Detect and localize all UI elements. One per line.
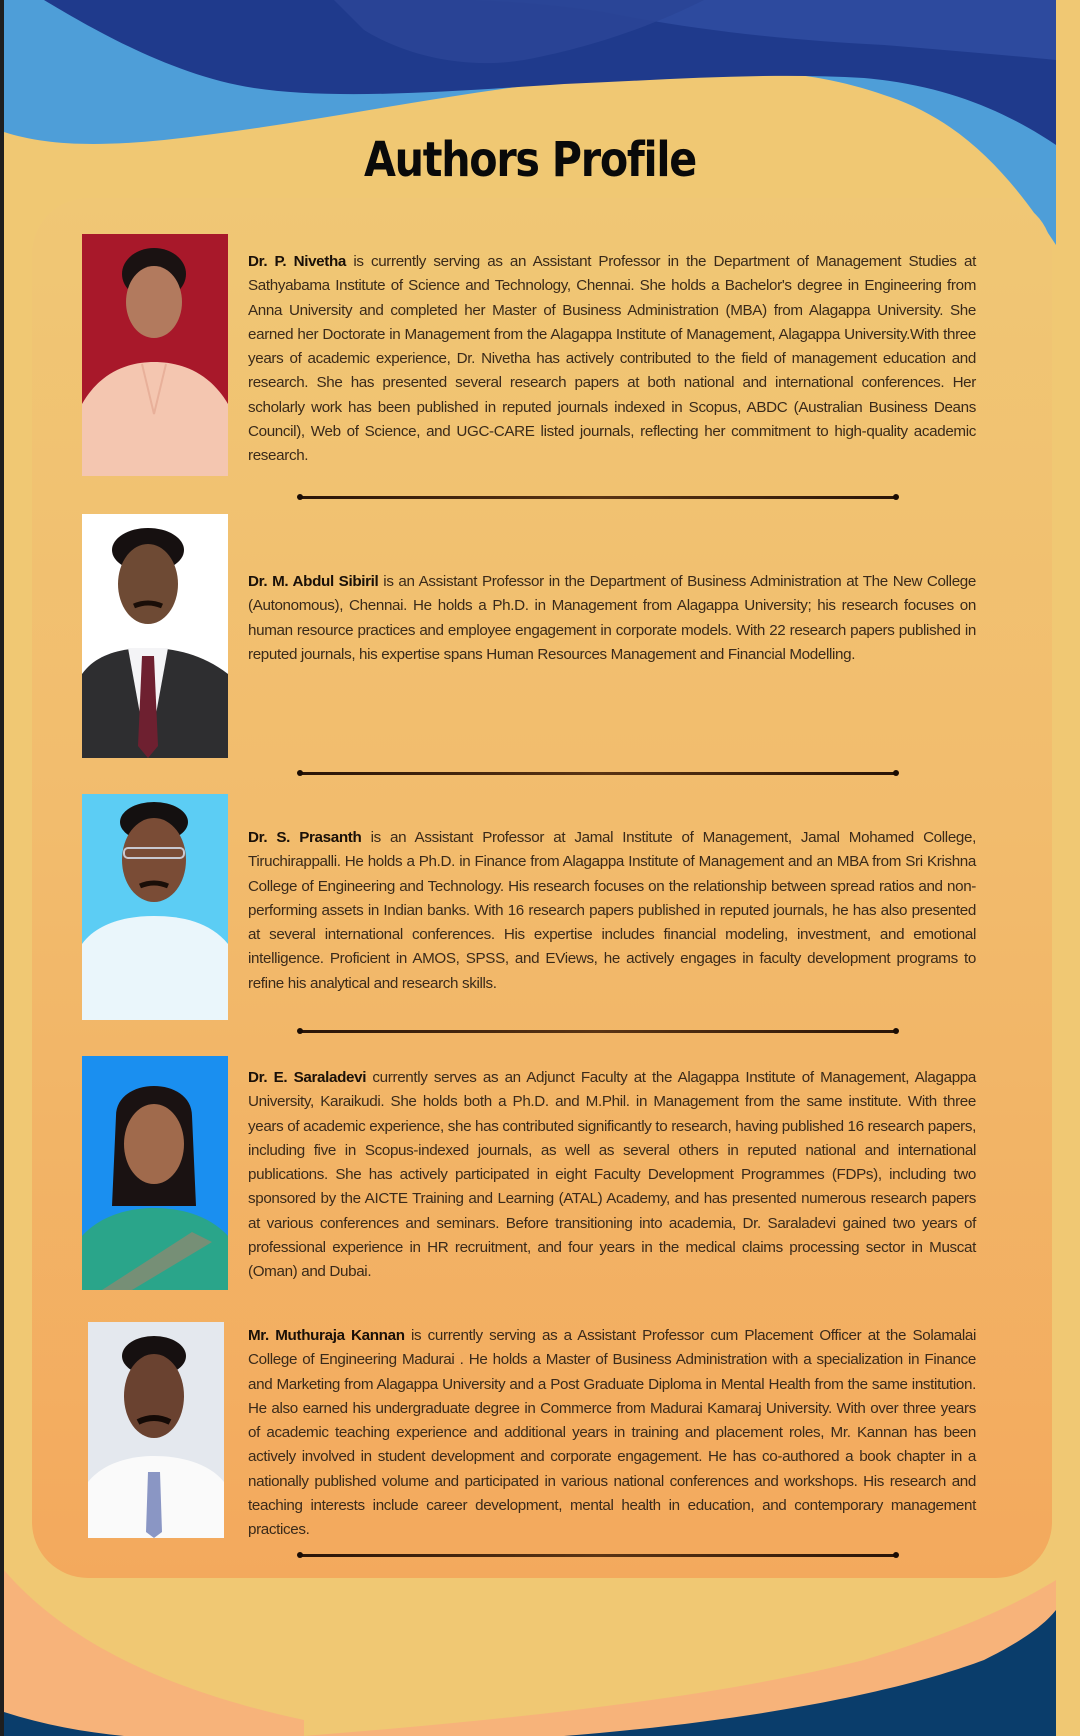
author-photo	[82, 514, 228, 758]
section-divider	[300, 1030, 896, 1033]
author-name: Dr. E. Saraladevi	[248, 1069, 367, 1086]
section-divider	[300, 496, 896, 499]
author-photo	[82, 234, 228, 476]
section-divider	[300, 772, 896, 775]
section-divider	[300, 1554, 896, 1557]
person-portrait-icon	[82, 234, 228, 476]
author-name: Dr. P. Nivetha	[248, 253, 346, 270]
author-bio: Dr. P. Nivetha is currently serving as an Assistant Professor in the Department of Management Studies at Sathyabama Institute of Science and Technology, Chennai. She holds a Bachelor's degree in Engineering from Anna University and completed her Master of Business Administration (MBA) from Alagappa University. She earned her Doctorate in Management from the Alagappa Institute of Management, Alagappa University.With three years of academic experience, Dr. Nivetha has actively contributed to the field of management education and research. She has presented several research papers at both national and international conferences. Her scholarly work has been published in reputed journals indexed in Scopus, ABDC (Australian Business Deans Council), Web of Science, and UGC-CARE listed journals, reflecting her commitment to high-quality academic research.	[248, 253, 976, 465]
page-edge	[1056, 0, 1080, 1736]
author-bio: Mr. Muthuraja Kannan is currently serving as a Assistant Professor cum Placement Officer at the Solamalai College of Engineering Madurai . He holds a Master of Business Administration with a specialization in Finance and Marketing from Alagappa University and a Post Graduate Diploma in Mental Health from the same institution. He also earned his undergraduate degree in Commerce from Madurai Kamaraj University. With over three years of academic teaching experience and additional years in training and placement roles, Mr. Kannan has been actively involved in student development and corporate engagement. He has co-authored a book chapter in a nationally published volume and participated in various national conferences and workshops. His research and teaching interests include career development, mental health in education, and contemporary management practices.	[248, 1327, 976, 1539]
person-portrait-icon	[82, 1056, 228, 1290]
author-bio: Dr. M. Abdul Sibiril is an Assistant Professor in the Department of Business Administration at The New College (Autonomous), Chennai. He holds a Ph.D. in Management from Alagappa University; his research focuses on human resource practices and employee engagement in corporate models. With 22 research papers published in reputed journals, his expertise spans Human Resources Management and Financial Modelling.	[248, 573, 976, 663]
author-bio: Dr. E. Saraladevi currently serves as an Adjunct Faculty at the Alagappa Institute of Management, Alagappa University, Karaikudi. She holds both a Ph.D. and M.Phil. in Management from the same institute. With three years of academic experience, she has contributed significantly to research, having published 16 research papers, including five in Scopus-indexed journals, as well as several others in reputed national and international publications. She has actively participated in eight Faculty Development Programmes (FDPs), including two sponsored by the AICTE Training and Learning (ATAL) Academy, and has presented numerous research papers at various conferences and seminars. Before transitioning into academia, Dr. Saraladevi gained two years of professional experience in HR recruitment, and four years in the medical claims processing sector in Muscat (Oman) and Dubai.	[248, 1069, 976, 1281]
author-bio: Dr. S. Prasanth is an Assistant Professor at Jamal Institute of Management, Jamal Mohamed College, Tiruchirappalli. He holds a Ph.D. in Finance from Alagappa Institute of Management and an MBA from Sri Krishna College of Engineering and Technology. His research focuses on the relationship between spread ratios and non-performing assets in Indian banks. With 16 research papers published in reputed journals, he has also presented at several international conferences. His expertise includes financial modeling, investment, and emotional intelligence. Proficient in AMOS, SPSS, and EViews, he actively engages in faculty development programs to refine his analytical and research skills.	[248, 829, 976, 992]
author-photo	[82, 794, 228, 1020]
author-name: Mr. Muthuraja Kannan	[248, 1327, 405, 1344]
author-photo	[88, 1322, 224, 1538]
person-portrait-icon	[82, 794, 228, 1020]
author-photo	[82, 1056, 228, 1290]
page-title: Authors Profile	[363, 132, 696, 188]
authors-profile-page	[4, 0, 1056, 1736]
person-portrait-icon	[88, 1322, 224, 1538]
author-name: Dr. S. Prasanth	[248, 829, 362, 846]
author-name: Dr. M. Abdul Sibiril	[248, 573, 379, 590]
person-portrait-icon	[82, 514, 228, 758]
